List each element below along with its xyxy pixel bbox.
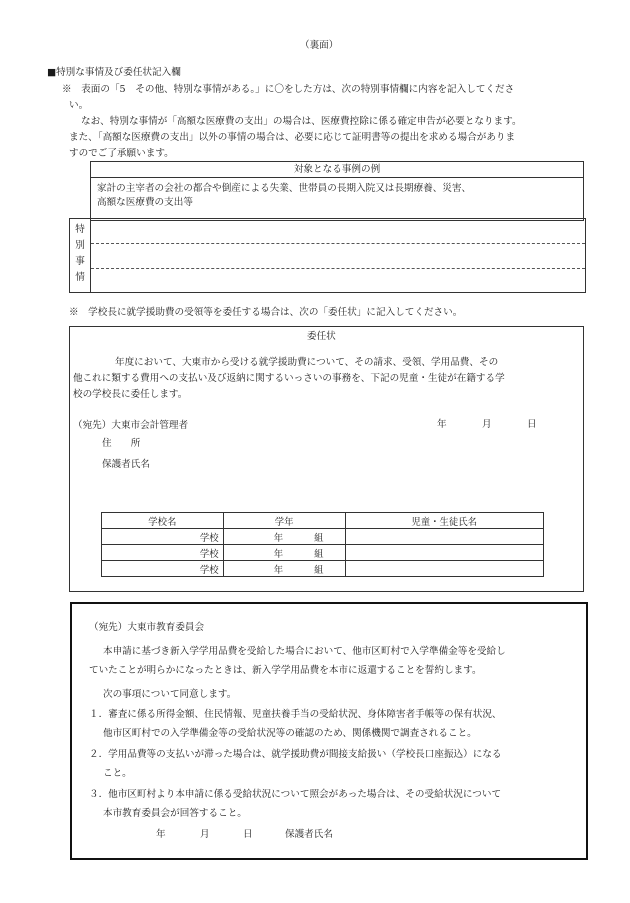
consent-item: ２．学用品費等の支払いが滞った場合は、就学援助費が間接支給扱い（学校長口座振込）になる: [89, 749, 502, 760]
consent-addressee: （宛先）大東市教育委員会: [89, 622, 205, 633]
cases-table: [90, 161, 584, 221]
year-label: 年: [273, 564, 284, 576]
table-row: [102, 561, 544, 577]
proxy-addressee: （宛先）大東市会計管理者: [73, 420, 189, 431]
side-char: 事: [75, 256, 85, 267]
dashed-rule: [91, 243, 585, 244]
grade-cell[interactable]: [223, 545, 345, 561]
column-header: 児童・生徒氏名: [345, 513, 544, 529]
cases-line: 高額な医療費の支出等: [97, 197, 193, 208]
dashed-rule: [91, 268, 585, 269]
proxy-title: 委任状: [307, 331, 336, 342]
school-cell[interactable]: 学校: [102, 561, 224, 577]
student-name-cell[interactable]: [345, 561, 544, 577]
table-row: [102, 545, 544, 561]
consent-item: 他市区町村での入学準備金等の受給状況等の確認のため、関係機関で調査されること。: [103, 728, 477, 739]
side-label: [70, 222, 90, 286]
table-row: [102, 529, 544, 545]
school-cell[interactable]: 学校: [102, 529, 224, 545]
cases-content: [91, 178, 584, 221]
proxy-body: 年度において、大東市から受ける就学援助費について、その請求、受領、学用品費、その: [115, 357, 499, 368]
school-cell[interactable]: 学校: [102, 545, 224, 561]
special-circumstances-box[interactable]: [69, 218, 586, 293]
student-name-cell[interactable]: [345, 529, 544, 545]
note-text: すのでご了承願います。: [69, 148, 174, 159]
note-text: い。: [69, 100, 89, 111]
side-char: 情: [75, 272, 85, 283]
date-month-label: 月: [200, 829, 210, 840]
consent-item: こと。: [103, 768, 132, 779]
student-table: [101, 512, 544, 577]
note-text: また、「高額な医療費の支出」以外の事情の場合は、必要に応じて証明書等の提出を求める場合がありま: [69, 132, 516, 143]
column-header: 学校名: [102, 513, 224, 529]
class-label: 組: [314, 548, 324, 560]
side-char: 特: [75, 224, 85, 235]
consent-text: 次の事項について同意します。: [103, 689, 237, 700]
proxy-note: ※ 学校長に就学援助費の受領等を委任する場合は、次の「委任状」に記入してください。: [69, 307, 463, 318]
proxy-body: 他これに類する費用への支払い及び返納に関するいっさいの事務を、下記の児童・生徒が在籍する学: [73, 373, 505, 384]
year-label: 年: [273, 532, 284, 544]
year-label: 年: [273, 548, 284, 560]
student-name-cell[interactable]: [345, 545, 544, 561]
note-text: ※ 表面の「5 その他、特別な事情がある。」に〇をした方は、次の特別事情欄に内容を記入してくださ: [62, 84, 515, 95]
class-label: 組: [314, 564, 324, 576]
divider: [90, 219, 91, 292]
consent-text: ていたことが明らかになったときは、新入学学用品費を本市に返還することを誓約します。: [89, 665, 482, 676]
note-text: なお、特別な事情が「高額な医療費の支出」の場合は、医療費控除に係る確定申告が必要となります。: [81, 116, 522, 127]
date-day-label: 日: [243, 829, 253, 840]
date-month-label: 月: [482, 419, 492, 430]
cases-header: 対象となる事例の例: [91, 162, 584, 178]
consent-item: １．審査に係る所得金額、住民情報、児童扶養手当の受給状況、身体障害者手帳等の保有状況、: [89, 709, 502, 720]
date-day-label: 日: [527, 419, 537, 430]
consent-text: 本申請に基づき新入学学用品費を受給した場合において、他市区町村で入学準備金等を受給し: [103, 646, 506, 657]
proxy-body: 校の学校長に委任します。: [73, 389, 188, 400]
guardian-name-label: 保護者氏名: [285, 829, 333, 840]
grade-cell[interactable]: [223, 561, 345, 577]
consent-item: 本市教育委員会が回答すること。: [103, 808, 247, 819]
date-year-label: 年: [156, 829, 166, 840]
page-title: （裏面）: [300, 40, 339, 51]
section-heading: ■特別な事情及び委任状記入欄: [47, 67, 181, 78]
consent-item: ３．他市区町村より本申請に係る受給状況について照会があった場合は、その受給状況について: [89, 789, 502, 800]
student-table-header: [102, 513, 544, 529]
guardian-name-label: 保護者氏名: [102, 459, 150, 470]
cases-line: 家計の主宰者の会社の都合や倒産による失業、世帯員の長期入院又は長期療養、災害、: [97, 183, 472, 194]
address-label: 住 所: [102, 438, 141, 449]
grade-cell[interactable]: [223, 529, 345, 545]
column-header: 学年: [223, 513, 345, 529]
side-char: 別: [75, 240, 85, 251]
date-year-label: 年: [437, 419, 447, 430]
class-label: 組: [314, 532, 324, 544]
